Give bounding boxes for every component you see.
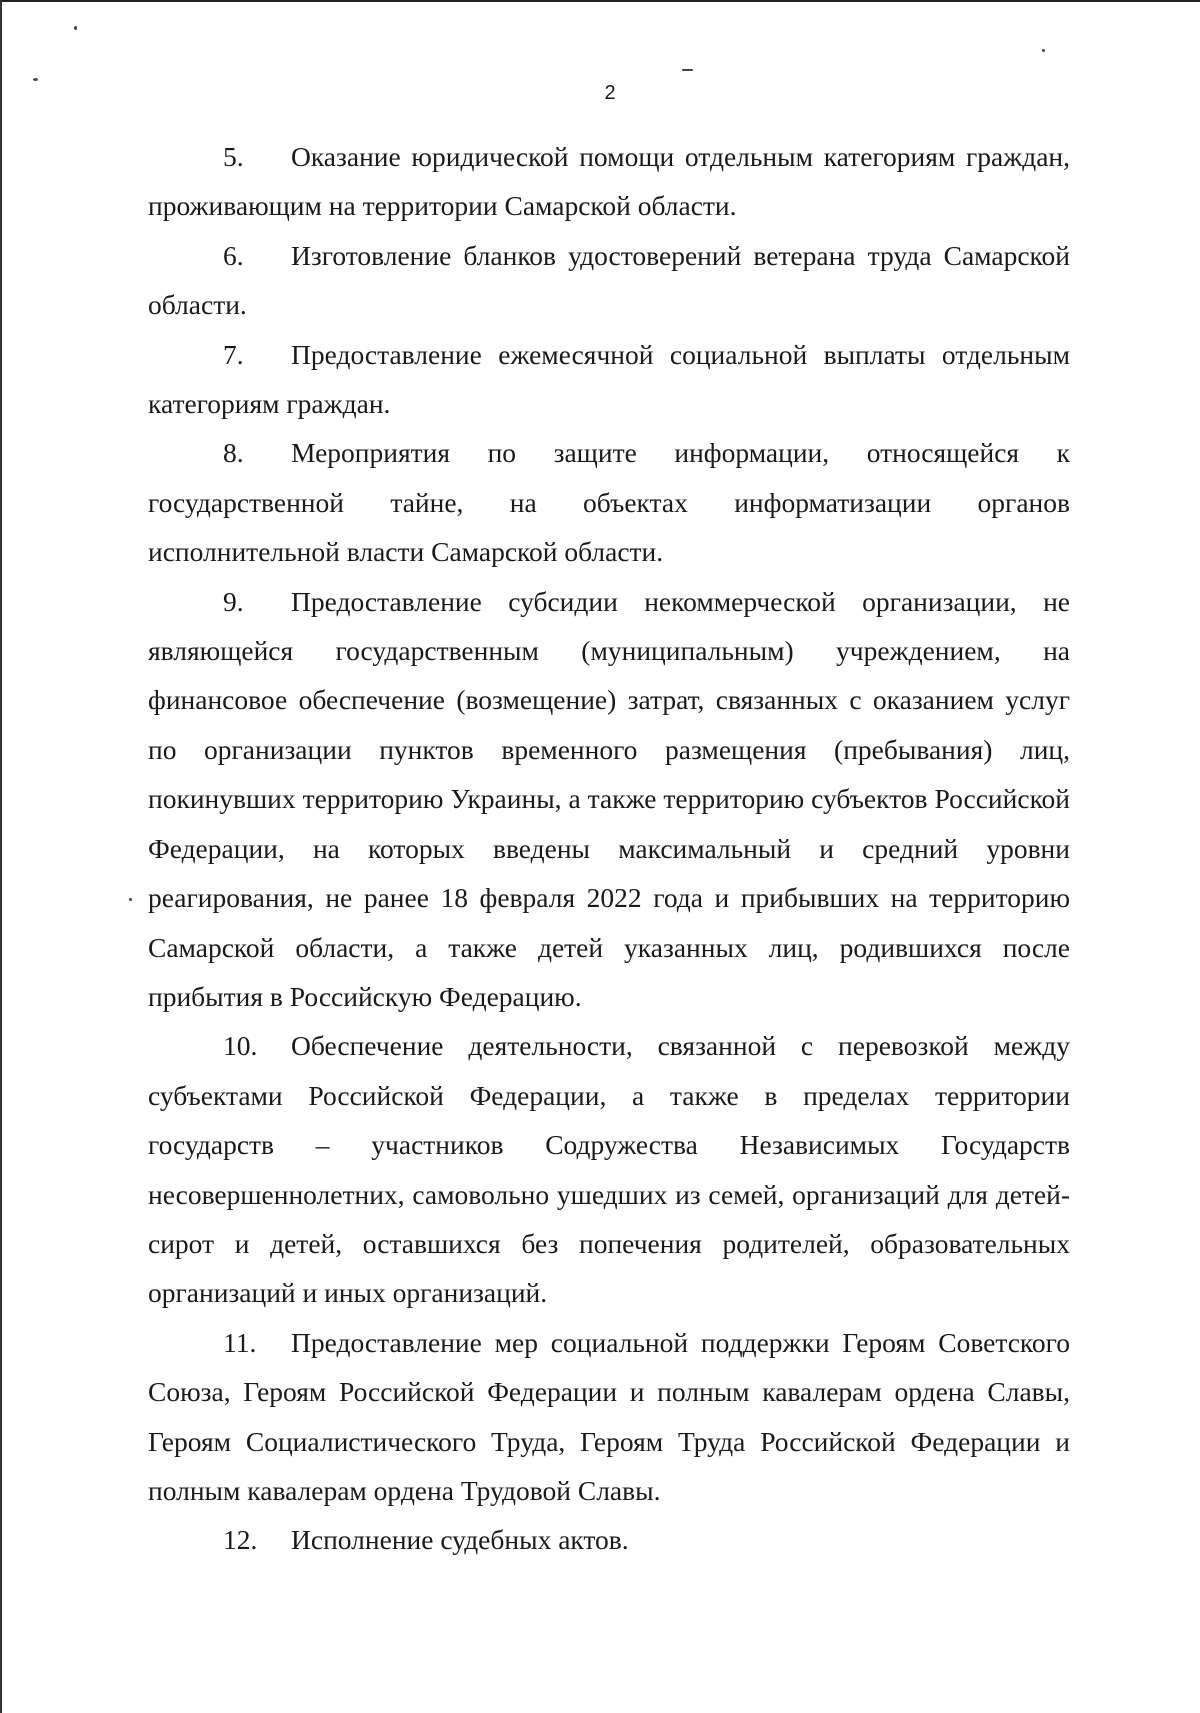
item-text: Обеспечение деятельности, связанной с перевозкой между субъектами Российской Федерации, а также в пределах территории государств – участников Содружества Независимых Государств несовершеннолетних, самовольно ушедших из семей, организаций для детей-сирот и детей, оставшихся без попечения родителей, образовательных организаций и иных организаций. — [148, 1030, 1070, 1309]
item-number: 10. — [223, 1030, 258, 1062]
item-number: 9. — [223, 585, 244, 617]
scan-speck — [129, 898, 132, 901]
list-item — [148, 231, 1070, 330]
item-text: Предоставление ежемесячной социальной выплаты отдельным категориям граждан. — [148, 338, 1070, 420]
item-number: 12. — [223, 1524, 258, 1556]
item-number: 8. — [223, 437, 244, 469]
list-item — [148, 1318, 1070, 1516]
list-item — [148, 428, 1070, 576]
item-number: 11. — [223, 1326, 257, 1358]
item-number: 5. — [223, 141, 244, 172]
document-body — [148, 132, 1070, 1565]
item-text: Оказание юридической помощи отдельным категориям граждан, проживающим на территории Самарской области. — [148, 141, 1070, 222]
scan-top-edge — [0, 0, 1200, 2]
list-item — [148, 1515, 1070, 1564]
page-number: 2 — [604, 82, 616, 104]
scan-speck — [1042, 49, 1045, 52]
scan-speck — [33, 78, 38, 81]
list-item — [148, 1021, 1070, 1317]
item-text: Предоставление субсидии некоммерческой организации, не являющейся государственным (муниципальным) учреждением, на финансовое обеспечение (возмещение) затрат, связанных с оказанием услуг по организации пунктов временного размещения (пребывания) лиц, покинувших территорию Украины, а также территорию субъектов Российской Федерации, на которых введены максимальный и средний уровни реагирования, не ранее 18 февраля 2022 года и прибывших на территорию Самарской области, а также детей указанных лиц, родившихся после прибытия в Российскую Федерацию. — [148, 585, 1070, 1012]
item-number: 7. — [223, 338, 244, 370]
list-item — [148, 330, 1070, 429]
item-number: 6. — [223, 239, 244, 271]
item-text: Мероприятия по защите информации, относящейся к государственной тайне, на объектах информатизации органов исполнительной власти Самарской области. — [148, 437, 1070, 568]
list-item — [148, 132, 1070, 231]
list-item — [148, 577, 1070, 1022]
item-text: Предоставление мер социальной поддержки Героям Советского Союза, Героям Российской Федерации и полным кавалерам ордена Славы, Героям Социалистического Труда, Героям Труда Российской Федерации и полным кавалерам ордена Трудовой Славы. — [148, 1326, 1070, 1506]
scan-left-edge — [0, 0, 2, 1713]
item-text: Исполнение судебных актов. — [291, 1524, 629, 1556]
item-text: Изготовление бланков удостоверений ветерана труда Самарской области. — [148, 239, 1070, 321]
scan-speck — [682, 69, 693, 71]
scan-speck — [74, 26, 77, 30]
